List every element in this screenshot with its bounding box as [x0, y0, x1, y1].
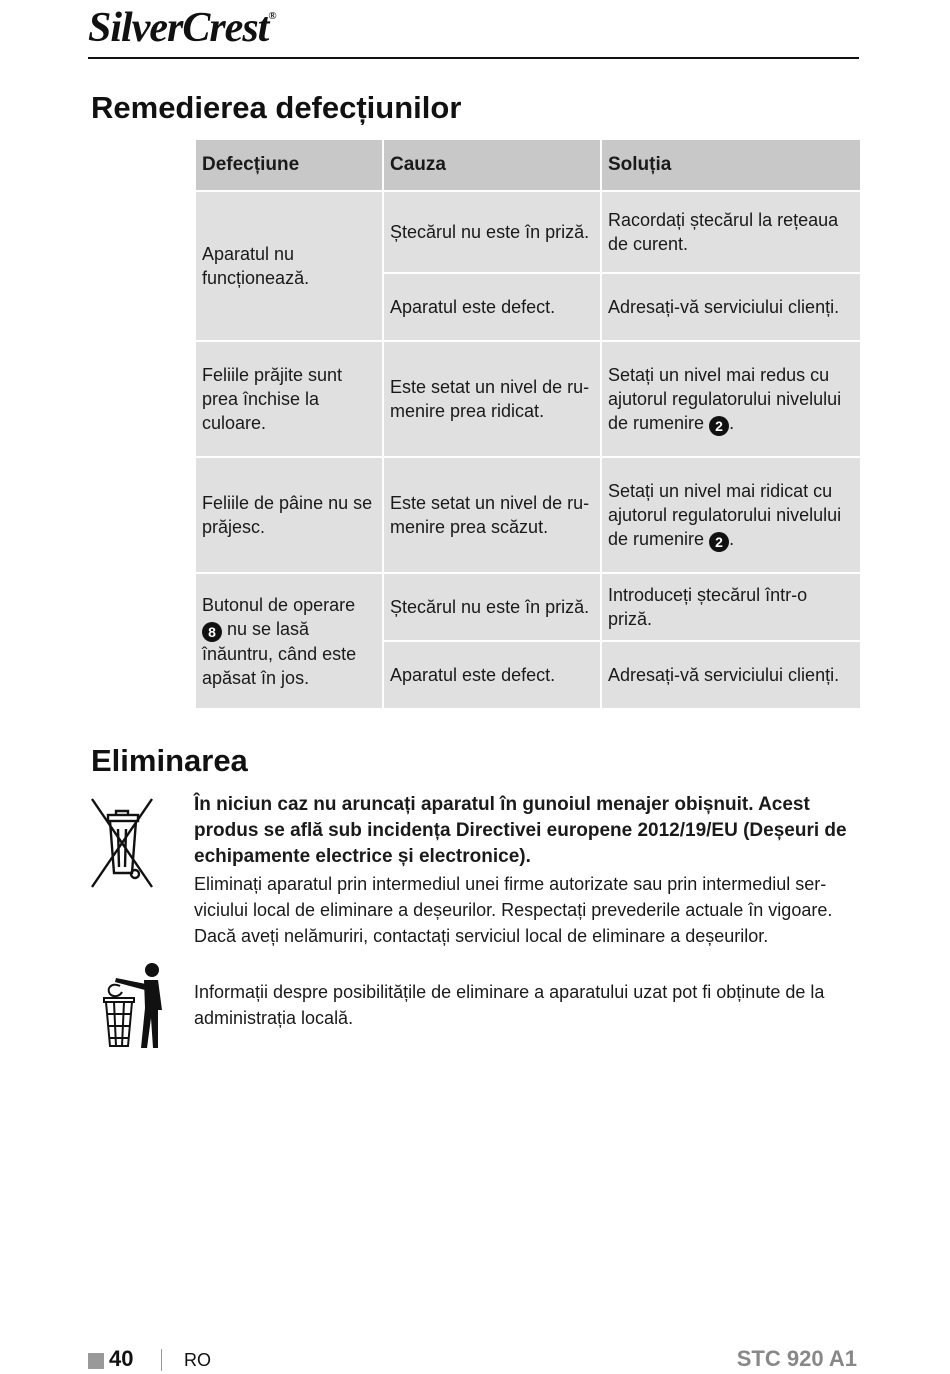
footer-separator [161, 1349, 162, 1371]
column-header: Defecțiune [195, 139, 383, 191]
solution-cell: Introduceți ștecărul într-o priză. [601, 573, 861, 641]
language-code: RO [184, 1350, 211, 1370]
disposal-info: Informații despre posibilitățile de eliminare a aparatului uzat pot fi obținute de la administrația locală. [194, 982, 825, 1028]
model-number: STC 920 A1 [736, 1346, 857, 1371]
ref-number-badge: 8 [202, 622, 222, 642]
table-row [195, 191, 861, 273]
disposal-body: Eliminați aparatul prin intermediul unei firme autorizate sau prin intermediul ser-viciului local de eliminare a deșeurilor. Respectați prevederile actuale în vigoare. Dacă aveți nelămuriri, contactați serviciul local de eliminare a deșeurilor. [194, 874, 833, 946]
fault-cell: Aparatul nu funcționează. [195, 191, 383, 341]
solution-text: Setați un nivel mai ridicat cu ajutorul regulatorului nivelului de rumenire [608, 480, 842, 549]
solution-cell: Adresați-vă serviciului clienți. [601, 273, 861, 341]
solution-text-end: . [729, 528, 735, 549]
solution-cell [601, 457, 861, 573]
fault-cell: Feliile de pâine nu se prăjesc. [195, 457, 383, 573]
page-number: 40 [109, 1346, 134, 1371]
fault-text: Butonul de operare [202, 594, 356, 615]
cause-cell: Este setat un nivel de ru-menire prea ridicat. [383, 341, 601, 457]
cause-cell: Aparatul este defect. [383, 641, 601, 709]
troubleshooting-table [194, 138, 862, 710]
footer-square [88, 1353, 104, 1369]
fault-cell [195, 573, 383, 709]
solution-cell: Adresați-vă serviciului clienți. [601, 641, 861, 709]
column-header: Cauza [383, 139, 601, 191]
solution-text-end: . [729, 412, 735, 433]
ref-number-badge: 2 [709, 416, 729, 436]
cause-cell: Ștecărul nu este în priză. [383, 573, 601, 641]
fault-cell: Feliile prăjite sunt prea închise la culoare. [195, 341, 383, 457]
cause-cell: Ștecărul nu este în priză. [383, 191, 601, 273]
disposal-title: Eliminarea [91, 743, 248, 778]
solution-text: Setați un nivel mai redus cu ajutorul regulatorului nivelului de rumenire [608, 364, 842, 433]
crossed-bin-icon [90, 797, 154, 889]
column-header: Soluția [601, 139, 861, 191]
brand-logo: SilverCrest® [88, 5, 276, 51]
header-rule [88, 57, 859, 59]
cause-cell: Aparatul este defect. [383, 273, 601, 341]
solution-cell: Racordați ștecărul la rețeaua de curent. [601, 191, 861, 273]
fault-text-end: nu se lasă înăuntru, când este apăsat în jos. [202, 618, 357, 688]
table-row [195, 341, 861, 457]
troubleshooting-title: Remedierea defecțiunilor [91, 90, 462, 125]
solution-cell [601, 341, 861, 457]
table-header-row [195, 139, 861, 191]
cause-cell: Este setat un nivel de ru-menire prea scăzut. [383, 457, 601, 573]
person-disposing-icon [100, 962, 170, 1050]
table-row [195, 573, 861, 641]
ref-number-badge: 2 [709, 532, 729, 552]
table-row [195, 457, 861, 573]
disposal-warning: În niciun caz nu aruncați aparatul în gunoiul menajer obișnuit. Acest produs se află sub incidența Directivei europene 2012/19/EU (Deșeuri de echipamente electrice și electronice). [194, 794, 847, 867]
